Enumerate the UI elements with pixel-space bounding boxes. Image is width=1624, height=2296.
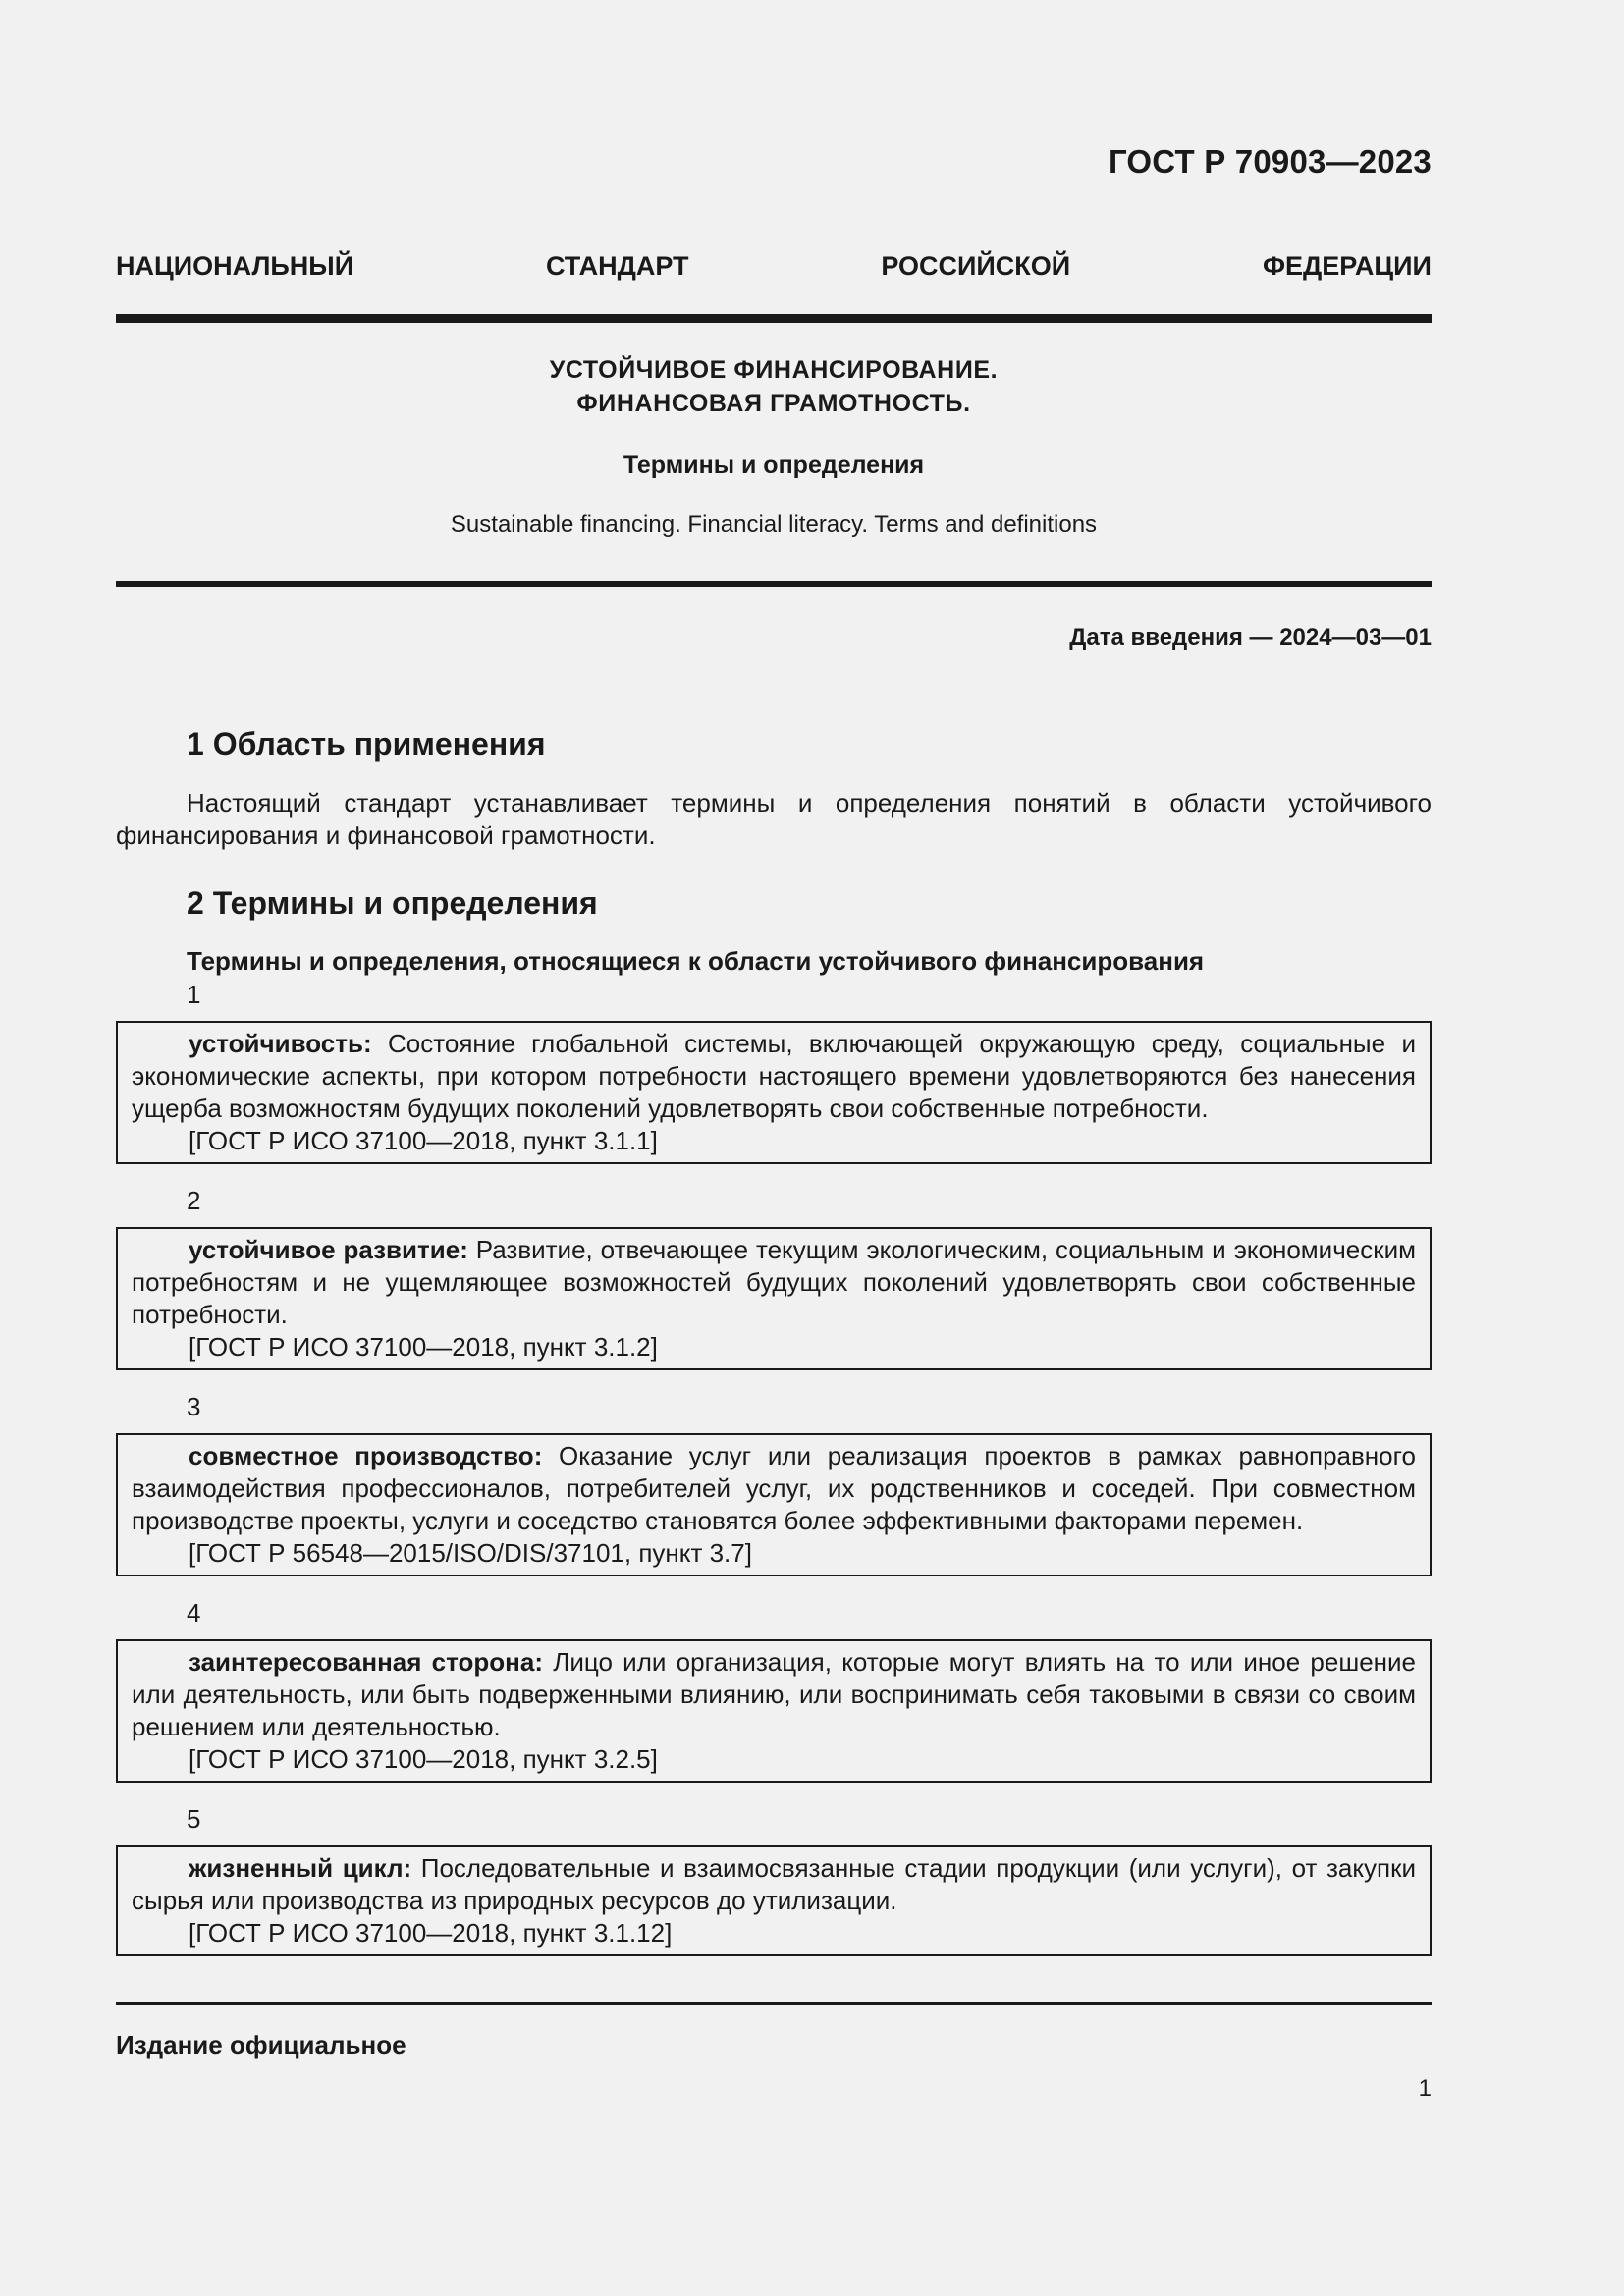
introduction-date: Дата введения — 2024—03—01 xyxy=(1069,624,1432,651)
title-line-1: УСТОЙЧИВОЕ ФИНАНСИРОВАНИЕ. xyxy=(549,356,999,384)
section-1-heading: 1 Область применения xyxy=(187,726,546,762)
footer-rule xyxy=(116,2002,1432,2005)
term-definition: Лицо или организация, которые могут влиять на то или иное решение или деятельность, или быть подверженными влиянию, или воспринимать себя таковыми в связи со своим решением или деятельностью. xyxy=(132,1647,1417,1741)
term-number: 2 xyxy=(187,1186,201,1215)
term-source: [ГОСТ Р ИСО 37100—2018, пункт 3.2.5] xyxy=(189,1744,658,1774)
term-definition: Последовательные и взаимосвязанные стадии продукции (или услуги), от закупки сырья или производства из природных ресурсов до утилизации. xyxy=(132,1853,1416,1915)
document-code: ГОСТ Р 70903—2023 xyxy=(1108,143,1432,180)
term-entry xyxy=(116,1433,1432,1576)
document-subtitle: Термины и определения xyxy=(623,452,925,479)
scope-paragraph: Настоящий стандарт устанавливает термины и определения понятий в области устойчивого финансирования и финансовой грамотности. xyxy=(116,788,1432,850)
term-source: [ГОСТ Р ИСО 37100—2018, пункт 3.1.1] xyxy=(189,1126,658,1155)
page-number: 1 xyxy=(1418,2075,1432,2102)
title-rule xyxy=(116,581,1432,587)
banner-word: ФЕДЕРАЦИИ xyxy=(1263,251,1432,281)
term-number: 3 xyxy=(187,1392,201,1421)
banner-word: РОССИЙСКОЙ xyxy=(881,251,1071,281)
term-number: 5 xyxy=(187,1804,201,1834)
term-source: [ГОСТ Р ИСО 37100—2018, пункт 3.1.12] xyxy=(189,1918,673,1948)
term-name: заинтересованная сторона: xyxy=(189,1647,543,1677)
banner-word: НАЦИОНАЛЬНЫЙ xyxy=(116,251,354,281)
document-page xyxy=(116,0,1432,2296)
header-rule xyxy=(116,314,1432,323)
term-entry xyxy=(116,1845,1432,1956)
national-standard-banner xyxy=(116,251,1432,282)
term-entry xyxy=(116,1021,1432,1164)
section-2-heading: 2 Термины и определения xyxy=(187,885,598,921)
term-source: [ГОСТ Р 56548—2015/ISO/DIS/37101, пункт 3.7] xyxy=(189,1538,752,1568)
banner-word: СТАНДАРТ xyxy=(545,251,689,281)
term-number: 1 xyxy=(187,980,201,1009)
term-entry xyxy=(116,1639,1432,1783)
term-name: жизненный цикл: xyxy=(189,1853,412,1883)
term-entry xyxy=(116,1227,1432,1370)
term-source: [ГОСТ Р ИСО 37100—2018, пункт 3.1.2] xyxy=(189,1332,658,1362)
term-definition: Развитие, отвечающее текущим экологическим, социальным и экономическим потребностям и не ущемляющее возможностей будущих поколений удовлетворять свои собственные потребности. xyxy=(132,1235,1416,1329)
english-title: Sustainable financing. Financial literacy. Terms and definitions xyxy=(450,511,1098,538)
term-name: устойчивое развитие: xyxy=(189,1235,468,1264)
terms-subheading: Термины и определения, относящиеся к области устойчивого финансирования xyxy=(187,946,1205,976)
title-line-2: ФИНАНСОВАЯ ГРАМОТНОСТЬ. xyxy=(576,390,971,417)
term-definition: Состояние глобальной системы, включающей окружающую среду, социальные и экономические аспекты, при котором потребности настоящего времени удовлетворяются без нанесения ущерба возможностям будущих поколений удовлетворять свои собственные потребности. xyxy=(132,1029,1416,1123)
term-definition: Оказание услуг или реализация проектов в рамках равноправного взаимодействия профессионалов, потребителей услуг, их родственников и соседей. При совместном производстве проекты, услуги и соседство становятся более эффективными факторами перемен. xyxy=(132,1441,1416,1535)
term-name: устойчивость: xyxy=(189,1029,372,1058)
term-number: 4 xyxy=(187,1598,201,1628)
term-name: совместное производство: xyxy=(189,1441,543,1470)
document-title xyxy=(116,353,1432,420)
official-edition-label: Издание официальное xyxy=(116,2030,406,2059)
